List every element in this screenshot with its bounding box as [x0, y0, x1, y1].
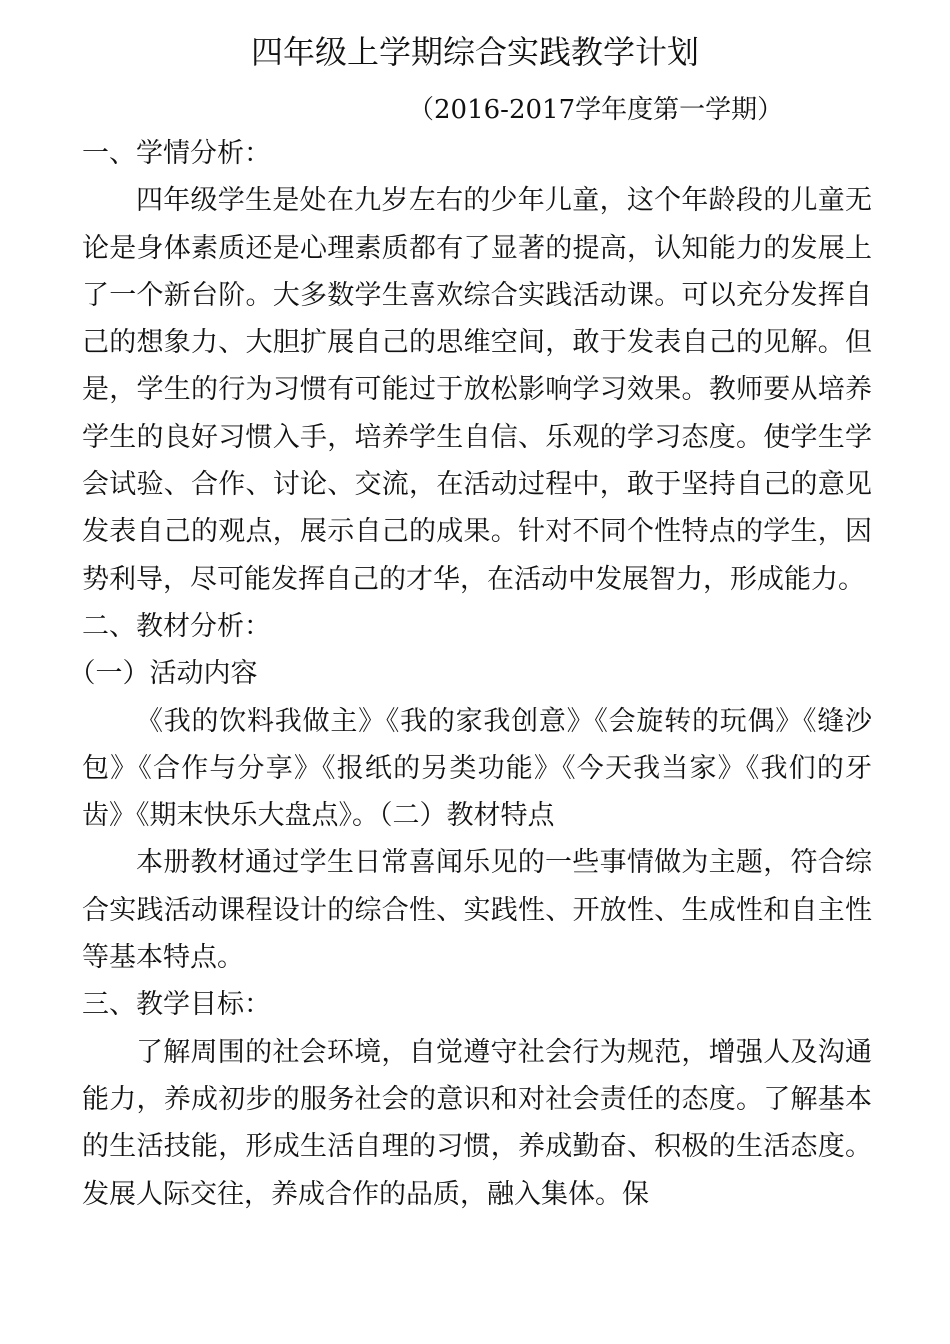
subsection-heading-activity-content: （一）活动内容: [68, 658, 258, 690]
section-heading-student-analysis: 一、学情分析：: [82, 138, 271, 169]
paragraph-student-analysis: 四年级学生是处在九岁左右的少年儿童，这个年龄段的儿童无论是身体素质还是心理素质都有了显著的提高，认知能力的发展上了一个新台阶。大多数学生喜欢综合实践活动课。可以充分发挥自己的想象力、大胆扩展自己的思维空间，敢于发表自己的见解。但是，学生的行为习惯有可能过于放松影响学习效果。教师要从培养学生的良好习惯入手，培养学生自信、乐观的学习态度。使学生学会试验、合作、讨论、交流，在活动过程中，敢于坚持自己的意见发表自己的观点，展示自己的成果。针对不同个性特点的学生，因势利导，尽可能发挥自己的才华，在活动中发展智力，形成能力。: [82, 185, 872, 595]
document-subtitle: （2016-2017学年度第一学期）: [408, 95, 784, 125]
section-heading-textbook-analysis: 二、教材分析：: [82, 610, 271, 642]
document-title: 四年级上学期综合实践教学计划: [250, 33, 699, 71]
paragraph-textbook-features: 本册教材通过学生日常喜闻乐见的一些事情做为主题，符合综合实践活动课程设计的综合性、实践性、开放性、生成性和自主性等基本特点。: [82, 847, 872, 974]
paragraph-activity-content: 《我的饮料我做主》《我的家我创意》《会旋转的玩偶》《缝沙包》《合作与分享》《报纸的另类功能》《今天我当家》《我们的牙齿》《期末快乐大盘点》。（二）教材特点: [82, 705, 872, 832]
section-heading-teaching-goals: 三、教学目标：: [82, 989, 271, 1021]
document-body: [68, 130, 872, 1218]
paragraph-teaching-goals: 了解周围的社会环境，自觉遵守社会行为规范，增强人及沟通能力，养成初步的服务社会的意识和对社会责任的态度。了解基本的生活技能，形成生活自理的习惯，养成勤奋、积极的生活态度。发展人际交往，养成合作的品质，融入集体。保: [82, 1036, 872, 1210]
